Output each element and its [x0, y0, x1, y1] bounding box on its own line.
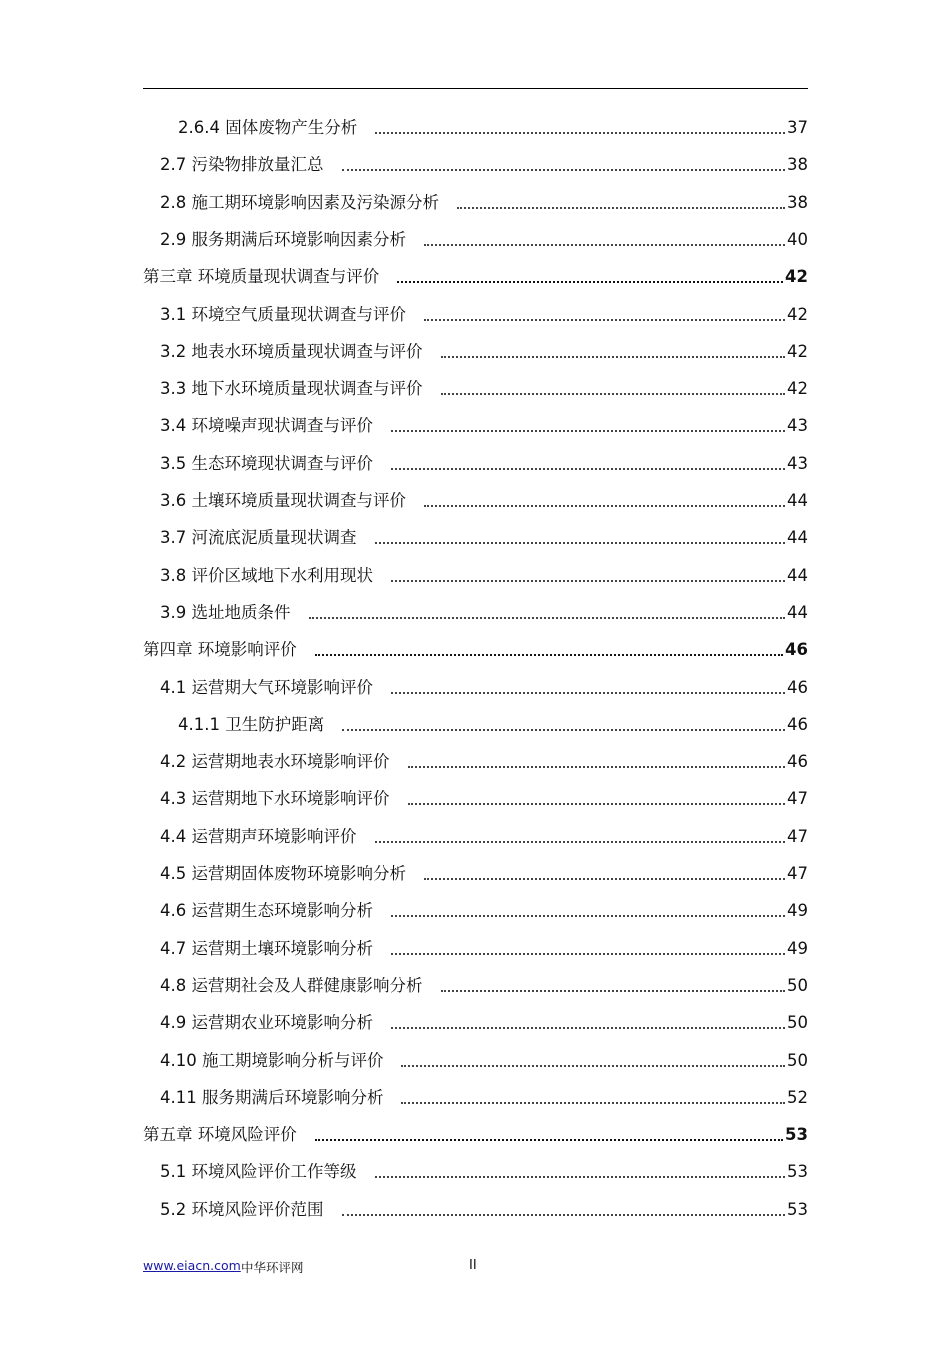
toc-leader-dots — [391, 953, 785, 955]
toc-entry[interactable] — [160, 1082, 808, 1108]
toc-entry-title: 4.7 运营期土壤环境影响分析 — [160, 938, 373, 958]
toc-page-number: 53 — [787, 1199, 808, 1219]
toc-entry[interactable] — [160, 299, 808, 325]
toc-leader-dots — [424, 319, 785, 321]
toc-entry-title: 3.3 地下水环境质量现状调查与评价 — [160, 379, 423, 399]
toc-entry-title: 第五章 环境风险评价 — [143, 1125, 297, 1145]
toc-page-number: 43 — [787, 416, 808, 436]
toc-leader-dots — [441, 356, 786, 358]
toc-page-number: 53 — [785, 1125, 808, 1145]
toc-chapter-entry[interactable] — [143, 634, 808, 660]
footer-site-link[interactable]: www.eiacn.com — [143, 1258, 241, 1273]
toc-leader-dots — [391, 692, 785, 694]
toc-entry-title: 3.5 生态环境现状调查与评价 — [160, 453, 373, 473]
toc-page-number: 38 — [787, 155, 808, 175]
toc-entry-title: 4.1.1 卫生防护距离 — [178, 714, 325, 734]
toc-page-number: 46 — [787, 714, 808, 734]
page-footer — [143, 1258, 808, 1278]
toc-entry-title: 3.1 环境空气质量现状调查与评价 — [160, 304, 406, 324]
toc-leader-dots — [315, 1139, 783, 1141]
toc-entry-title: 3.2 地表水环境质量现状调查与评价 — [160, 341, 423, 361]
toc-leader-dots — [375, 1176, 786, 1178]
toc-page-number: 42 — [785, 267, 808, 287]
toc-leader-dots — [441, 393, 786, 395]
toc-entry-title: 3.4 环境噪声现状调查与评价 — [160, 416, 373, 436]
toc-leader-dots — [441, 990, 786, 992]
toc-entry-title: 4.10 施工期境影响分析与评价 — [160, 1050, 384, 1070]
toc-leader-dots — [391, 430, 785, 432]
toc-page-number: 47 — [787, 789, 808, 809]
toc-entry[interactable] — [160, 1156, 808, 1182]
toc-page-number: 47 — [787, 826, 808, 846]
toc-page-number: 46 — [787, 752, 808, 772]
toc-leader-dots — [424, 878, 785, 880]
toc-leader-dots — [391, 915, 785, 917]
toc-page-number: 44 — [787, 528, 808, 548]
toc-entry[interactable] — [160, 522, 808, 548]
toc-leader-dots — [397, 281, 783, 283]
toc-entry[interactable] — [160, 858, 808, 884]
toc-entry-title: 4.4 运营期声环境影响评价 — [160, 826, 357, 846]
toc-entry[interactable] — [160, 895, 808, 921]
toc-entry-title: 4.6 运营期生态环境影响分析 — [160, 901, 373, 921]
toc-entry[interactable] — [160, 560, 808, 586]
footer-org-name: 中华环评网 — [241, 1260, 304, 1275]
toc-page-number: 44 — [787, 565, 808, 585]
toc-entry[interactable] — [160, 336, 808, 362]
toc-entry[interactable] — [160, 410, 808, 436]
toc-entry-title: 5.2 环境风险评价范围 — [160, 1199, 324, 1219]
toc-entry-title: 2.6.4 固体废物产生分析 — [178, 118, 358, 137]
toc-leader-dots — [309, 617, 786, 619]
toc-page-number: 46 — [787, 677, 808, 697]
toc-entry[interactable] — [160, 933, 808, 959]
toc-leader-dots — [391, 1027, 785, 1029]
toc-entry-title: 3.8 评价区域地下水利用现状 — [160, 565, 373, 585]
toc-page-number: 49 — [787, 901, 808, 921]
toc-page-number: 47 — [787, 864, 808, 883]
toc-entry-title: 4.11 服务期满后环境影响分析 — [160, 1087, 384, 1107]
toc-entry-title: 3.9 选址地质条件 — [160, 602, 291, 622]
toc-leader-dots — [315, 654, 783, 656]
toc-leader-dots — [424, 244, 785, 246]
toc-page-number: 37 — [787, 118, 808, 137]
toc-page-number: 44 — [787, 602, 808, 622]
toc-leader-dots — [457, 207, 785, 209]
toc-entry-title: 第四章 环境影响评价 — [143, 640, 297, 660]
toc-entry-title: 2.7 污染物排放量汇总 — [160, 155, 324, 175]
toc-entry[interactable] — [160, 373, 808, 399]
header-rule — [143, 88, 808, 89]
toc-page-number: 40 — [787, 229, 808, 249]
toc-leader-dots — [342, 729, 785, 731]
toc-page-number: 52 — [787, 1087, 808, 1107]
toc-page-number: 38 — [787, 192, 808, 212]
toc-leader-dots — [408, 766, 786, 768]
toc-entry[interactable] — [160, 149, 808, 175]
toc-entry[interactable] — [160, 187, 808, 213]
toc-leader-dots — [408, 803, 786, 805]
toc-entry[interactable] — [160, 672, 808, 698]
toc-entry[interactable] — [160, 1007, 808, 1033]
toc-leader-dots — [401, 1102, 785, 1104]
toc-entry[interactable] — [160, 821, 808, 847]
toc-page-number: 44 — [787, 491, 808, 510]
toc-entry-title: 第三章 环境质量现状调查与评价 — [143, 267, 380, 287]
toc-entry[interactable] — [160, 1045, 808, 1071]
toc-entry[interactable] — [160, 783, 808, 809]
toc-page-number: 53 — [787, 1162, 808, 1182]
toc-entry[interactable] — [160, 597, 808, 623]
toc-entry-title: 2.9 服务期满后环境影响因素分析 — [160, 229, 406, 249]
toc-entry[interactable] — [160, 746, 808, 772]
toc-leader-dots — [375, 841, 786, 843]
footer-page-number: II — [469, 1258, 477, 1273]
toc-entry[interactable] — [160, 224, 808, 250]
toc-page-number: 42 — [787, 304, 808, 324]
toc-entry[interactable] — [178, 709, 808, 735]
toc-page-number: 50 — [787, 975, 808, 995]
toc-entry-title: 4.3 运营期地下水环境影响评价 — [160, 789, 390, 809]
toc-entry-title: 2.8 施工期环境影响因素及污染源分析 — [160, 192, 439, 212]
toc-entry-title: 5.1 环境风险评价工作等级 — [160, 1162, 357, 1182]
toc-leader-dots — [375, 132, 785, 134]
toc-leader-dots — [342, 1214, 786, 1216]
toc-entry[interactable] — [160, 1194, 808, 1220]
toc-leader-dots — [375, 542, 786, 544]
toc-leader-dots — [424, 505, 785, 507]
toc-entry-title: 3.6 土壤环境质量现状调查与评价 — [160, 491, 406, 510]
toc-entry-title: 4.5 运营期固体废物环境影响分析 — [160, 864, 406, 883]
toc-chapter-entry[interactable] — [143, 261, 808, 287]
toc-page-number: 42 — [787, 379, 808, 399]
toc-leader-dots — [391, 580, 785, 582]
toc-leader-dots — [391, 468, 785, 470]
toc-entry-title: 4.9 运营期农业环境影响分析 — [160, 1013, 373, 1033]
toc-page-number: 49 — [787, 938, 808, 958]
toc-entry-title: 4.1 运营期大气环境影响评价 — [160, 677, 373, 697]
toc-entry-title: 4.8 运营期社会及人群健康影响分析 — [160, 975, 423, 995]
toc-leader-dots — [401, 1065, 785, 1067]
toc-page-number: 50 — [787, 1050, 808, 1070]
toc-page-number: 50 — [787, 1013, 808, 1033]
toc-entry[interactable] — [160, 485, 808, 511]
toc-entry-title: 3.7 河流底泥质量现状调查 — [160, 528, 357, 548]
toc-entry[interactable] — [178, 112, 808, 138]
toc-entry-title: 4.2 运营期地表水环境影响评价 — [160, 752, 390, 772]
toc-entry[interactable] — [160, 448, 808, 474]
toc-chapter-entry[interactable] — [143, 1119, 808, 1145]
toc-page-number: 42 — [787, 341, 808, 361]
toc-leader-dots — [342, 169, 786, 171]
toc-entry[interactable] — [160, 970, 808, 996]
toc-page-number: 46 — [785, 640, 808, 660]
toc-page-number: 43 — [787, 453, 808, 473]
